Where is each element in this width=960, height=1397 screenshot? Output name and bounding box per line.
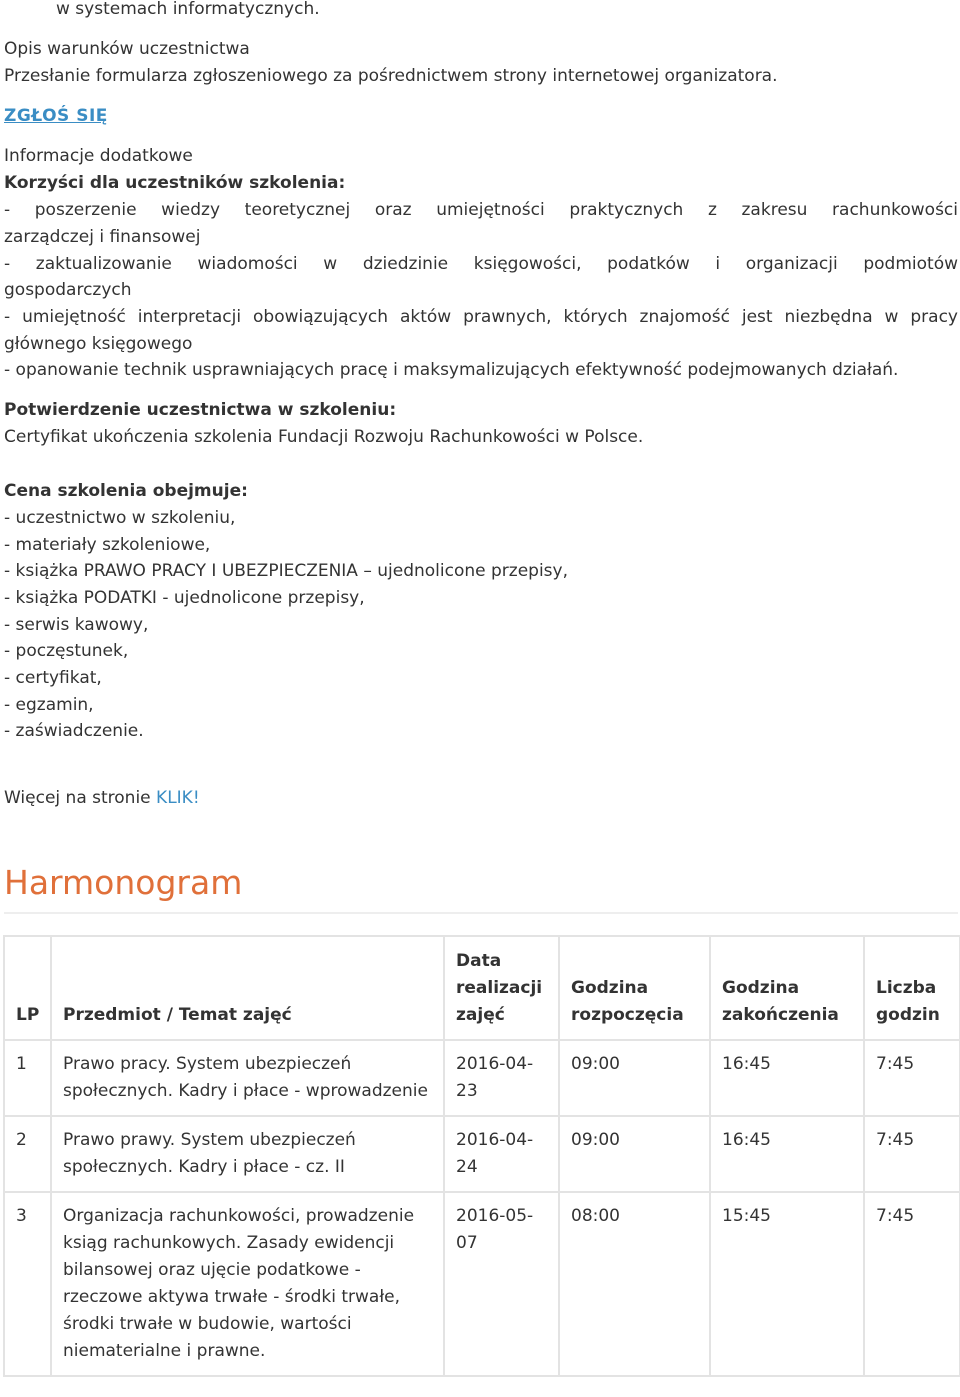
- benefit-line: - umiejętność interpretacji obowiązujących aktów prawnych, których znajomość jest niezbędna w pracy: [4, 307, 958, 327]
- confirmation-text: Certyfikat ukończenia szkolenia Fundacji Rozwoju Rachunkowości w Polsce.: [4, 427, 644, 447]
- cell-date: 2016-04-23: [444, 1040, 559, 1116]
- price-item: - egzamin,: [4, 695, 94, 715]
- header-lp: LP: [4, 936, 51, 1040]
- benefits-heading: Korzyści dla uczestników szkolenia:: [4, 173, 346, 193]
- more-info-text: Więcej na stronie: [4, 788, 157, 808]
- header-date: Data realizacji zajęć: [444, 936, 559, 1040]
- conditions-text: Przesłanie formularza zgłoszeniowego za pośrednictwem strony internetowej organizatora.: [4, 66, 778, 86]
- cell-subject: Prawo prawy. System ubezpieczeń społecznych. Kadry i płace - cz. II: [51, 1116, 444, 1192]
- benefit-line: - opanowanie technik usprawniających pracę i maksymalizujących efektywność podejmowanych działań.: [4, 360, 899, 380]
- register-link[interactable]: ZGŁOŚ SIĘ: [4, 106, 108, 126]
- confirmation-heading: Potwierdzenie uczestnictwa w szkoleniu:: [4, 400, 397, 420]
- intro-tail: w systemach informatycznych.: [56, 0, 320, 19]
- cell-end: 16:45: [710, 1116, 864, 1192]
- cell-subject: Organizacja rachunkowości, prowadzenie ksiąg rachunkowych. Zasady ewidencji bilansowej oraz ujęcie podatkowe - rzeczowe aktywa trwałe - środki trwałe, środki trwałe w budowie, wartości niematerialne i prawne.: [51, 1192, 444, 1376]
- table-row: [4, 1040, 960, 1116]
- cell-lp: 3: [4, 1192, 51, 1376]
- cell-end: 15:45: [710, 1192, 864, 1376]
- benefit-line: gospodarczych: [4, 280, 132, 300]
- table-row: [4, 1192, 960, 1376]
- price-includes-heading: Cena szkolenia obejmuje:: [4, 481, 248, 501]
- header-hours: Liczba godzin: [864, 936, 960, 1040]
- price-item: - książka PRAWO PRACY I UBEZPIECZENIA – ujednolicone przepisy,: [4, 561, 568, 581]
- header-start: Godzina rozpoczęcia: [559, 936, 710, 1040]
- benefit-line: - zaktualizowanie wiadomości w dziedzinie księgowości, podatków i organizacji podmiotów: [4, 254, 958, 274]
- schedule-header-row: [4, 936, 960, 1040]
- cell-start: 09:00: [559, 1116, 710, 1192]
- cell-end: 16:45: [710, 1040, 864, 1116]
- cell-hours: 7:45: [864, 1192, 960, 1376]
- schedule-title: Harmonogram: [4, 863, 243, 902]
- more-info: [4, 785, 958, 812]
- price-item: - serwis kawowy,: [4, 615, 149, 635]
- price-item: - zaświadczenie.: [4, 721, 144, 741]
- price-item: - materiały szkoleniowe,: [4, 535, 211, 555]
- price-item: - uczestnictwo w szkoleniu,: [4, 508, 236, 528]
- cell-hours: 7:45: [864, 1116, 960, 1192]
- cell-date: 2016-04-24: [444, 1116, 559, 1192]
- header-end: Godzina zakończenia: [710, 936, 864, 1040]
- schedule-table: [3, 935, 960, 1377]
- cell-lp: 2: [4, 1116, 51, 1192]
- table-row: [4, 1116, 960, 1192]
- cell-start: 09:00: [559, 1040, 710, 1116]
- cell-start: 08:00: [559, 1192, 710, 1376]
- price-item: - poczęstunek,: [4, 641, 129, 661]
- more-info-link[interactable]: KLIK!: [156, 788, 200, 808]
- cell-subject: Prawo pracy. System ubezpieczeń społecznych. Kadry i płace - wprowadzenie: [51, 1040, 444, 1116]
- cell-hours: 7:45: [864, 1040, 960, 1116]
- benefit-line: - poszerzenie wiedzy teoretycznej oraz umiejętności praktycznych z zakresu rachunkowości: [4, 200, 958, 220]
- divider: [4, 912, 958, 914]
- cell-date: 2016-05-07: [444, 1192, 559, 1376]
- price-item: - książka PODATKI - ujednolicone przepisy,: [4, 588, 365, 608]
- benefit-line: zarządczej i finansowej: [4, 227, 201, 247]
- cell-lp: 1: [4, 1040, 51, 1116]
- header-subject: Przedmiot / Temat zajęć: [51, 936, 444, 1040]
- price-item: - certyfikat,: [4, 668, 102, 688]
- additional-info-heading: Informacje dodatkowe: [4, 146, 193, 166]
- benefit-line: głównego księgowego: [4, 334, 193, 354]
- conditions-heading: Opis warunków uczestnictwa: [4, 39, 250, 59]
